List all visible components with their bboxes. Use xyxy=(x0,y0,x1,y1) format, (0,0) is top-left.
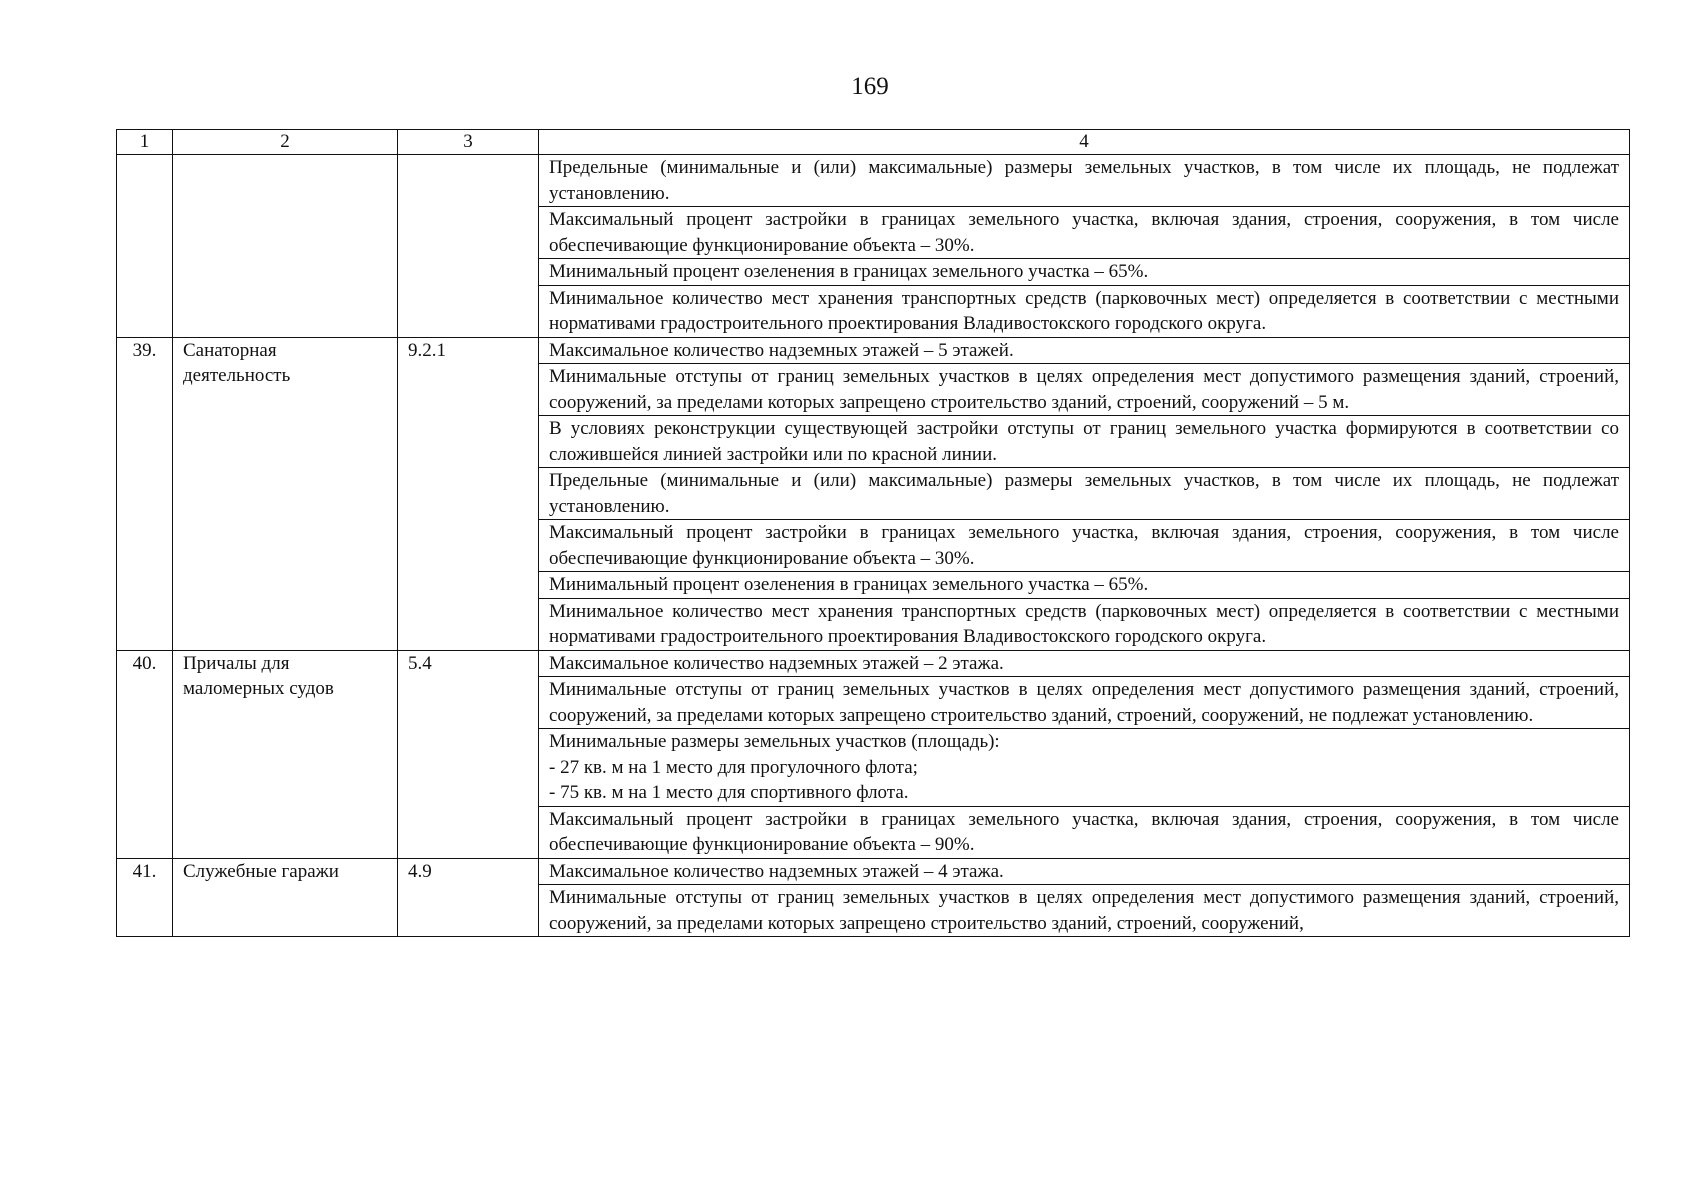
column-header: 2 xyxy=(173,130,398,155)
row-number: 39. xyxy=(117,337,173,650)
column-header: 1 xyxy=(117,130,173,155)
table-body xyxy=(117,155,1630,937)
use-type-name: Санаторная деятельность xyxy=(173,337,398,650)
parameter-list-title: Минимальные размеры земельных участков (площадь): xyxy=(549,731,1000,752)
parameter-cell: Минимальный процент озеленения в границах земельного участка – 65%. xyxy=(539,259,1630,286)
parameter-cell: Минимальные отступы от границ земельных участков в целях определения мест допустимого размещения зданий, строений, сооружений, за пределами которых запрещено строительство зданий, строений, сооружений, xyxy=(539,885,1630,937)
row-number: 41. xyxy=(117,858,173,937)
parameter-cell: Предельные (минимальные и (или) максимальные) размеры земельных участков, в том числе их площадь, не подлежат установлению. xyxy=(539,468,1630,520)
parameter-cell: Минимальное количество мест хранения транспортных средств (парковочных мест) определяется в соответствии с местными нормативами градостроительного проектирования Владивостокского городского округа. xyxy=(539,285,1630,337)
parameter-cell: Максимальный процент застройки в границах земельного участка, включая здания, строения, сооружения, в том числе обеспечивающие функционирование объекта – 90%. xyxy=(539,806,1630,858)
column-header: 4 xyxy=(539,130,1630,155)
table-row xyxy=(117,155,1630,207)
table-row xyxy=(117,337,1630,364)
regulations-table xyxy=(116,129,1630,937)
parameter-cell: Минимальные отступы от границ земельных участков в целях определения мест допустимого размещения зданий, строений, сооружений, за пределами которых запрещено строительство зданий, строений, сооружений – 5 м. xyxy=(539,364,1630,416)
use-type-name xyxy=(173,155,398,338)
use-type-name: Служебные гаражи xyxy=(173,858,398,937)
table-row xyxy=(117,858,1630,885)
parameter-cell: Максимальное количество надземных этажей – 2 этажа. xyxy=(539,650,1630,677)
parameter-cell: Максимальное количество надземных этажей – 5 этажей. xyxy=(539,337,1630,364)
parameter-list-cell xyxy=(539,729,1630,807)
parameter-list-item: - 75 кв. м на 1 место для спортивного флота. xyxy=(549,782,909,803)
parameter-cell: Минимальные отступы от границ земельных участков в целях определения мест допустимого размещения зданий, строений, сооружений, за пределами которых запрещено строительство зданий, строений, сооружений, не подлежат установлению. xyxy=(539,677,1630,729)
parameter-cell: Максимальный процент застройки в границах земельного участка, включая здания, строения, сооружения, в том числе обеспечивающие функционирование объекта – 30%. xyxy=(539,520,1630,572)
use-type-code xyxy=(398,155,539,338)
parameter-cell: В условиях реконструкции существующей застройки отступы от границ земельного участка формируются в соответствии со сложившейся линией застройки или по красной линии. xyxy=(539,416,1630,468)
use-type-code: 5.4 xyxy=(398,650,539,858)
use-type-name: Причалы для маломерных судов xyxy=(173,650,398,858)
column-header: 3 xyxy=(398,130,539,155)
use-type-code: 9.2.1 xyxy=(398,337,539,650)
parameter-cell: Максимальный процент застройки в границах земельного участка, включая здания, строения, сооружения, в том числе обеспечивающие функционирование объекта – 30%. xyxy=(539,207,1630,259)
parameter-cell: Минимальный процент озеленения в границах земельного участка – 65%. xyxy=(539,572,1630,599)
parameter-cell: Предельные (минимальные и (или) максимальные) размеры земельных участков, в том числе их площадь, не подлежат установлению. xyxy=(539,155,1630,207)
parameter-cell: Максимальное количество надземных этажей – 4 этажа. xyxy=(539,858,1630,885)
parameter-list-item: - 27 кв. м на 1 место для прогулочного флота; xyxy=(549,756,918,778)
parameter-cell: Минимальное количество мест хранения транспортных средств (парковочных мест) определяется в соответствии с местными нормативами градостроительного проектирования Владивостокского городского округа. xyxy=(539,598,1630,650)
table-row xyxy=(117,650,1630,677)
page-number: 169 xyxy=(851,73,889,100)
use-type-code: 4.9 xyxy=(398,858,539,937)
row-number: 40. xyxy=(117,650,173,858)
header-row xyxy=(117,130,1630,155)
row-number xyxy=(117,155,173,338)
